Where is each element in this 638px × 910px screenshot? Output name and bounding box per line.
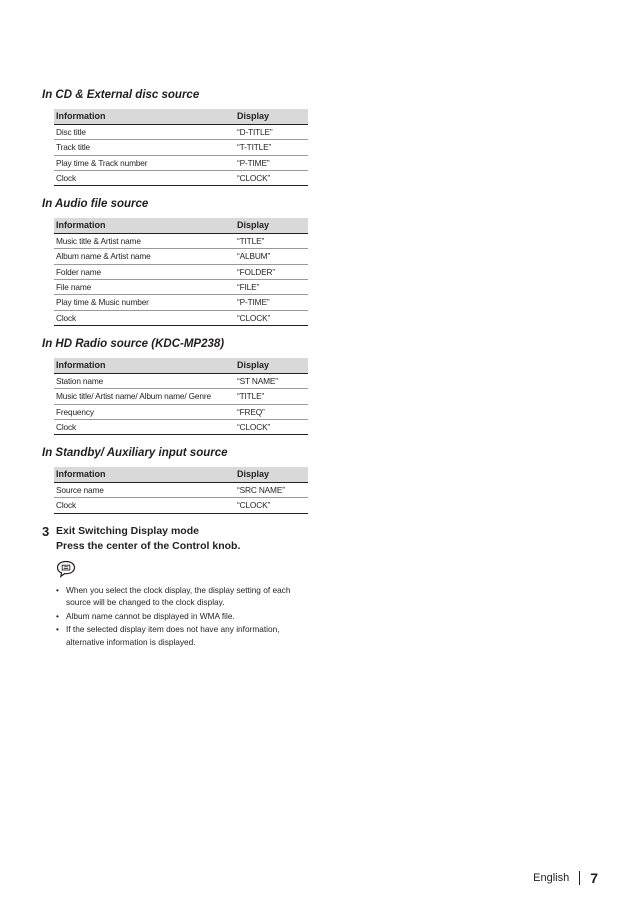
cell-information: Track title [56,142,91,153]
cell-display: “ALBUM” [237,251,271,262]
cell-information: Play time & Track number [56,157,148,168]
step-number: 3 [42,523,50,539]
header-information: Information [56,469,106,480]
table-row [54,405,308,420]
cell-information: Clock [56,421,76,432]
note-item: • If the selected display item does not have any information, alternative information is displayed. [56,623,310,648]
table-row [54,249,308,264]
cell-display: “FILE” [237,282,260,293]
cell-display: “TITLE” [237,236,265,247]
cell-information: Play time & Music number [56,297,149,308]
note-item: • When you select the clock display, the display setting of each source will be changed to the clock display. [56,584,310,609]
cell-information: Clock [56,312,76,323]
cell-information: Album name & Artist name [56,251,151,262]
table-header [54,358,308,374]
cell-display: “SRC NAME” [237,485,285,496]
cell-display: “CLOCK” [237,421,271,432]
table-row [54,295,308,310]
header-information: Information [56,111,106,121]
cell-display: “FREQ” [237,406,265,417]
cell-information: Music title/ Artist name/ Album name/ Genre [56,391,211,402]
page-number: 7 [590,870,598,886]
note-speech-icon [56,560,76,578]
table-row [54,125,308,140]
cell-display: “TITLE” [237,391,265,402]
cell-display: “CLOCK” [237,172,271,183]
info-display-table [54,467,308,514]
section-title: In Audio file source [42,198,149,211]
header-information: Information [56,220,106,231]
page-footer [533,870,598,886]
note-item: • Album name cannot be displayed in WMA file. [56,610,310,623]
footer-language: English [533,872,570,884]
section-title: In Standby/ Auxiliary input source [42,447,228,460]
source-section [42,445,310,514]
step-title: Exit Switching Display mode [56,524,199,537]
cell-information: Clock [56,500,76,511]
section-title: In HD Radio source (KDC-MP238) [42,337,225,350]
table-row [54,483,308,498]
cell-display: “FOLDER” [237,266,275,277]
header-display: Display [237,220,270,231]
cell-display: “P-TIME” [237,157,270,168]
manual-content [42,87,310,649]
cell-information: Music title & Artist name [56,236,141,247]
footer-divider [579,871,580,885]
table-row [54,374,308,389]
table-row [54,420,308,435]
section-title: In CD & External disc source [42,89,200,101]
display-sections [42,87,310,514]
table-row [54,311,308,326]
cell-information: Source name [56,485,104,496]
info-display-table [54,358,308,435]
table-row [54,498,308,513]
info-display-table [54,109,308,186]
table-row [54,140,308,155]
table-row [54,156,308,171]
cell-information: Station name [56,375,104,386]
table-header [54,109,308,125]
step-3 [42,524,310,539]
header-display: Display [237,469,270,480]
table-header [54,467,308,483]
table-row [54,389,308,404]
cell-display: “ST NAME” [237,375,278,386]
cell-display: “D-TITLE” [237,127,273,137]
cell-display: “CLOCK” [237,312,271,323]
source-section [42,196,310,326]
table-row [54,171,308,186]
cell-information: Frequency [56,406,94,417]
header-display: Display [237,359,270,370]
cell-information: File name [56,282,92,293]
step-instruction: Press the center of the Control knob. [56,539,241,552]
cell-information: Disc title [56,127,86,137]
table-row [54,265,308,280]
info-display-table [54,218,308,326]
table-row [54,280,308,295]
cell-information: Folder name [56,266,101,277]
source-section [42,336,310,435]
table-row [54,234,308,249]
cell-information: Clock [56,172,76,183]
notes-list [56,584,310,649]
header-information: Information [56,359,106,370]
cell-display: “P-TIME” [237,297,270,308]
cell-display: “CLOCK” [237,500,271,511]
cell-display: “T-TITLE” [237,142,272,153]
table-header [54,218,308,234]
header-display: Display [237,111,270,121]
source-section [42,87,310,186]
